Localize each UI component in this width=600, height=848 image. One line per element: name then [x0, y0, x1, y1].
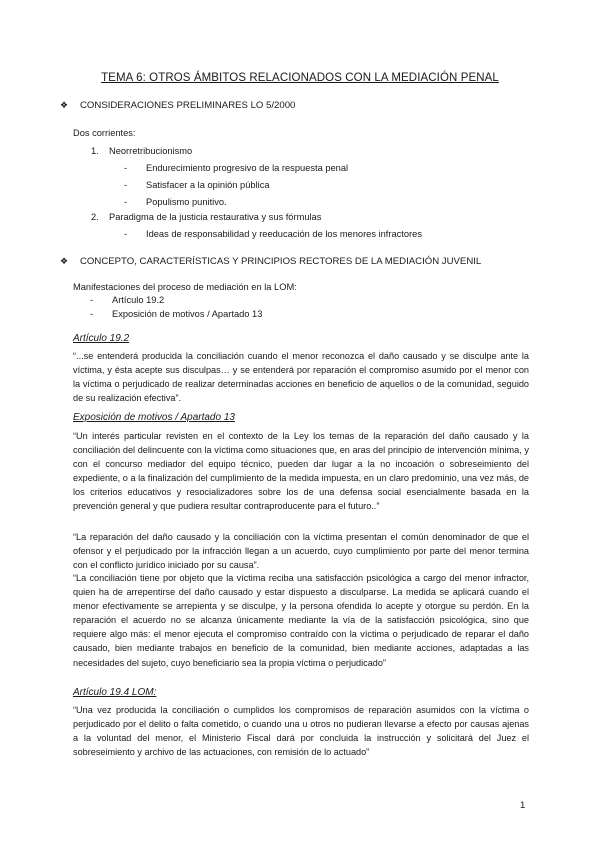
sub-item: - Endurecimiento progresivo de la respuesta penal	[124, 163, 349, 173]
quote-paragraph: “La reparación del daño causado y la conciliación con la víctima presentan el común denominador de que el ofensor y el perjudicado por la infracción llegan a un acuerdo, cuyo cumplimiento por parte del menor termina con el conflicto jurídico iniciado por su causa”.	[73, 532, 529, 571]
list-item: - Artículo 19.2	[90, 295, 165, 305]
list-item-label: Paradigma de la justicia restaurativa y sus fórmulas	[109, 212, 322, 222]
page-title: TEMA 6: OTROS ÁMBITOS RELACIONADOS CON LA MEDIACIÓN PENAL	[101, 72, 499, 84]
quote-paragraph: “Un interés particular revisten en el contexto de la Ley los temas de la reparación del daño causado y la conciliación del delincuente con la víctima como situaciones que, en aras del principio de intervención mínima, y con el concurso mediador del equipo técnico, pueden dar lugar a la no incoación o sobreseimiento del expediente, o a la finalización del cumplimiento de la medida impuesta, en un claro predominio, una vez más, de los criterios educativos y resocializadores sobre los de una defensa social esencialmente basada en la prevención general y que pudiera resultar contraproducente para el futuro..”	[73, 431, 529, 512]
article-heading: Artículo 19.4 LOM:	[73, 687, 157, 698]
page-number: 1	[520, 800, 526, 811]
intro-text: Dos corrientes:	[73, 128, 136, 138]
intro-text: Manifestaciones del proceso de mediación en la LOM:	[73, 282, 297, 292]
quote-paragraph: “Una vez producida la conciliación o cumplidos los compromisos de reparación asumidos con la víctima o perjudicado por el delito o falta cometido, o cuando una u otros no pudieran llevarse a efecto por causas ajenas a la voluntad del menor, el Ministerio Fiscal dará por concluida la instrucción y solicitará del Juez el sobreseimiento y archivo de las actuaciones, con remisión de lo actuado”	[73, 705, 529, 758]
sub-item: - Populismo punitivo.	[124, 197, 227, 207]
article-heading: Exposición de motivos / Apartado 13	[73, 412, 235, 423]
section-heading-concepto: ❖ CONCEPTO, CARACTERÍSTICAS Y PRINCIPIOS RECTORES DE LA MEDIACIÓN JUVENIL	[60, 256, 482, 267]
quote-paragraph: “La conciliación tiene por objeto que la víctima reciba una satisfacción psicológica a cargo del menor infractor, quien ha de arrepentirse del daño causado y estar dispuesto a disculparse. La medida se aplicará cuando el menor efectivamente se arrepienta y se disculpe, y la persona ofendida lo acepte y otorgue su perdón. En la reparación el acuerdo no se alcanza únicamente mediante la vía de la satisfacción psicológica, sino que requiere algo más: el menor ejecuta el compromiso contraído con la víctima o perjudicado de reparar el daño causado, bien mediante trabajos en beneficio de la comunidad, bien mediante acciones, adaptadas a las necesidades del sujeto, cuyo beneficiario sea la propia víctima o perjudicado”	[73, 573, 529, 668]
list-item-label: Neorretribucionismo	[109, 146, 193, 156]
list-item: - Exposición de motivos / Apartado 13	[90, 309, 263, 319]
sub-item: - Satisfacer a la opinión pública	[124, 180, 270, 190]
quote-paragraph: “...se entenderá producida la conciliación cuando el menor reconozca el daño causado y se disculpe ante la víctima, y ésta acepte sus disculpas… y se entenderá por reparación el compromiso asumido por el menor con la víctima o perjudicado de realizar determinadas acciones en beneficio de aquellos o de la comunidad, seguido de su realización efectiva”.	[73, 351, 529, 404]
diamond-bullet-icon: ❖	[60, 256, 69, 266]
sub-item: - Ideas de responsabilidad y reeducación de los menores infractores	[124, 229, 422, 239]
article-heading: Artículo 19.2	[73, 333, 130, 344]
diamond-bullet-icon: ❖	[60, 100, 69, 110]
list-number: 1.	[91, 146, 99, 156]
section-heading-consideraciones: ❖ CONSIDERACIONES PRELIMINARES LO 5/2000	[60, 100, 296, 111]
list-number: 2.	[91, 212, 99, 222]
